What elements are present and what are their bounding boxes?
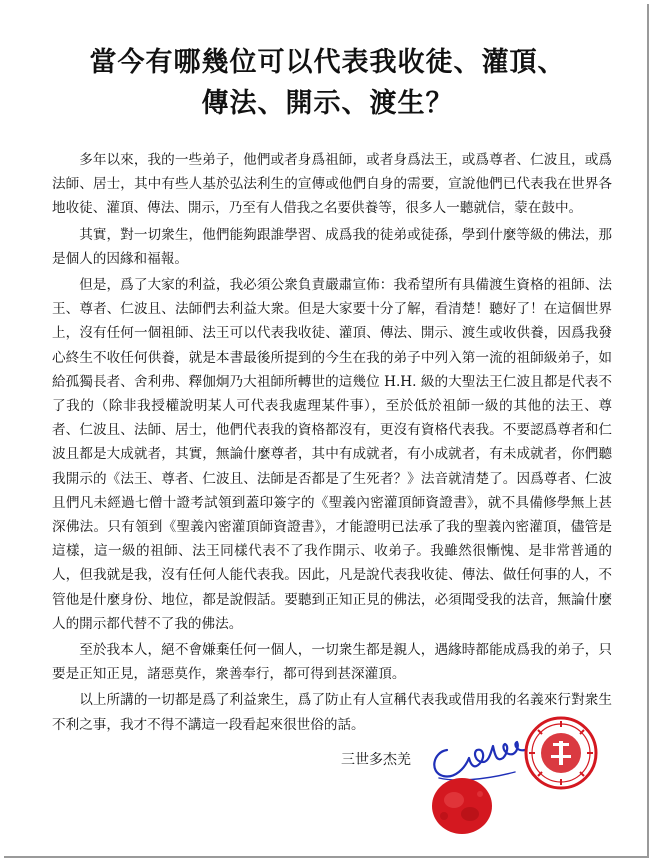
page-title [0, 42, 655, 124]
paragraph-2: 其實，對一切衆生，他們能夠跟誰學習、成爲我的徒弟或徒孫，學到什麼等級的佛法，那是個人的因緣和福報。 [52, 226, 612, 267]
paragraph-4: 至於我本人，絕不會嫌棄任何一個人，一切衆生都是親人，遇緣時都能成爲我的弟子，只要是正知正見，諸惡莫作，衆善奉行，都可得到甚深灌頂。 [52, 642, 612, 683]
signatory-name: 三世多杰羌 [341, 752, 411, 768]
title-line-1: 當今有哪幾位可以代表我收徒、灌頂、 [89, 47, 566, 78]
paragraph-1: 多年以來，我的一些弟子，他們或者身爲祖師，或者身爲法王，或爲尊者、仁波且，或爲法師、居士，其中有些人基於弘法利生的宣傳或他們自身的需要，宣說他們已代表我在世界各地收徒、灌頂、傳法、開示，乃至有人借我之名要供養等，很多人一聽就信，蒙在鼓中。 [52, 152, 612, 217]
document-body [52, 148, 612, 739]
red-round-seal [523, 715, 599, 791]
title-line-2: 傳法、開示、渡生？ [201, 88, 454, 119]
paragraph-5: 以上所講的一切都是爲了利益衆生，爲了防止有人宣稱代表我或借用我的名義來行對衆生不利之事，我才不得不講這一段看起來很世俗的話。 [52, 692, 612, 733]
paragraph-3: 但是，爲了大家的利益，我必須公衆負責嚴肅宣佈：我希望所有具備渡生資格的祖師、法王、尊者、仁波且、法師們去利益大衆。但是大家要十分了解，看清楚！聽好了！在這個世界上，沒有任何一個祖師、法王可以代表我收徒、灌頂、傳法、開示、渡生或收供養，因爲我發心終生不收任何供養，就是本書最後所提到的今生在我的弟子中列入第一流的祖師級弟子，如給孤獨長者、舍利弗、釋伽炯乃大祖師所轉世的這幾位 H.H. 級的大聖法王仁波且都是代表不了我的（除非我授權說明某人可代表我處理某件事），至於低於祖師一級的其他的法王、尊者、仁波且、法師、居士，他們代表我的資格都沒有，更沒有資格代表我。不要認爲尊者和仁波且都是大成就者，其實，無論什麼尊者，其中有成就者，有小成就者，有未成就者，你們聽我開示的《法王、尊者、仁波且、法師是否都是了生死者？》法音就清楚了。因爲尊者、仁波且們凡未經過七僧十證考試領到蓋印簽字的《聖義內密灌頂師資證書》，就不具備修學無上甚深佛法。只有領到《聖義內密灌頂師資證書》，才能證明已法承了我的聖義內密灌頂，儘管是這樣，這一級的祖師、法王同樣代表不了我作開示、收弟子。我雖然很慚愧、是非常普通的人，但我就是我，沒有任何人能代表我。因此，凡是說代表我收徒、傳法、做任何事的人，不管他是什麼身份、地位，都是說假話。要聽到正知正見的佛法，必須聞受我的法音，無論什麼人的開示都代替不了我的佛法。 [52, 277, 612, 632]
red-thumbprint-seal [424, 770, 499, 840]
